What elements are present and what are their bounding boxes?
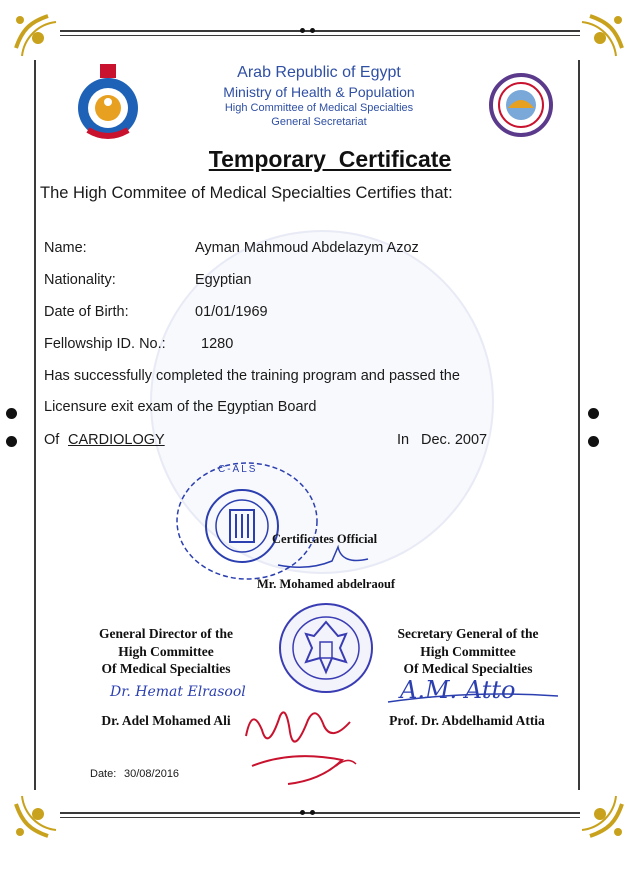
ministry-eagle-stamp-icon bbox=[276, 600, 376, 696]
specialty-of-label: Of bbox=[44, 432, 60, 448]
top-center-dot-1 bbox=[300, 28, 305, 33]
right-signatory-line-3: Of Medical Specialties bbox=[403, 661, 533, 676]
corner-ornament-top-right-icon bbox=[568, 8, 630, 70]
statement-line-2: Licensure exit exam of the Egyptian Board bbox=[44, 399, 317, 415]
right-signatory-name: Prof. Dr. Abdelhamid Attia bbox=[389, 713, 545, 728]
frame-right-line bbox=[578, 60, 580, 790]
top-center-dot-2 bbox=[310, 28, 315, 33]
certificate-title: Temporary Certificate bbox=[208, 146, 452, 172]
left-signatory-name: Dr. Adel Mohamed Ali bbox=[101, 713, 231, 728]
official-name: Mr. Mohamed abdelraouf bbox=[257, 577, 396, 591]
side-dot-left-2 bbox=[6, 436, 17, 447]
header-country: Arab Republic of Egypt bbox=[237, 64, 401, 81]
certificate-intro: The High Commitee of Medical Specialties Certifies that: bbox=[40, 184, 453, 202]
name-label: Name: bbox=[44, 240, 87, 256]
official-title: Certificates Official bbox=[272, 532, 378, 546]
footer-date-value: 30/08/2016 bbox=[124, 768, 180, 780]
footer-date-label: Date: bbox=[90, 768, 117, 780]
corner-ornament-bottom-left-icon bbox=[8, 782, 70, 844]
fellowship-label: Fellowship ID. No.: bbox=[44, 336, 166, 352]
right-signatory-line-2: High Committee bbox=[420, 644, 516, 659]
corner-ornament-top-left-icon bbox=[8, 8, 70, 70]
specialty-value: CARDIOLOGY bbox=[68, 432, 165, 448]
exam-date: Dec. 2007 bbox=[421, 432, 488, 448]
frame-top-line bbox=[60, 30, 580, 32]
fellowship-value: 1280 bbox=[201, 336, 234, 352]
left-signatory-line-2: High Committee bbox=[118, 644, 214, 659]
side-dot-left-1 bbox=[6, 408, 17, 419]
name-value: Ayman Mahmoud Abdelazym Azoz bbox=[195, 240, 419, 256]
frame-top-line-inner bbox=[60, 35, 580, 36]
corner-ornament-bottom-right-icon bbox=[568, 782, 630, 844]
header-secretariat: General Secretariat bbox=[271, 116, 367, 128]
nationality-label: Nationality: bbox=[44, 272, 116, 288]
frame-left-line bbox=[34, 60, 36, 790]
left-signatory-line-3: Of Medical Specialties bbox=[101, 661, 231, 676]
right-signatory-line-1: Secretary General of the bbox=[397, 626, 539, 641]
nationality-value: Egyptian bbox=[195, 272, 252, 288]
side-dot-right-1 bbox=[588, 408, 599, 419]
header-ministry: Ministry of Health & Population bbox=[223, 84, 415, 100]
left-handwritten-signature: Dr. Hemat Elrasool bbox=[110, 684, 246, 700]
dob-value: 01/01/1969 bbox=[195, 304, 268, 320]
bottom-center-dot-1 bbox=[300, 810, 305, 815]
side-dot-right-2 bbox=[588, 436, 599, 447]
exam-in-label: In bbox=[397, 432, 410, 448]
red-signature-icon bbox=[232, 696, 382, 792]
header-committee: High Committee of Medical Specialties bbox=[224, 102, 414, 114]
stamp-label: C-ALS bbox=[218, 464, 258, 475]
right-handwritten-signature: A.M. Atto bbox=[400, 676, 516, 704]
left-signatory-line-1: General Director of the bbox=[98, 626, 234, 641]
frame-bottom-line bbox=[60, 812, 580, 814]
dob-label: Date of Birth: bbox=[44, 304, 129, 320]
frame-bottom-line-inner bbox=[60, 817, 580, 818]
statement-line-1: Has successfully completed the training program and passed the bbox=[44, 368, 460, 384]
bottom-center-dot-2 bbox=[310, 810, 315, 815]
